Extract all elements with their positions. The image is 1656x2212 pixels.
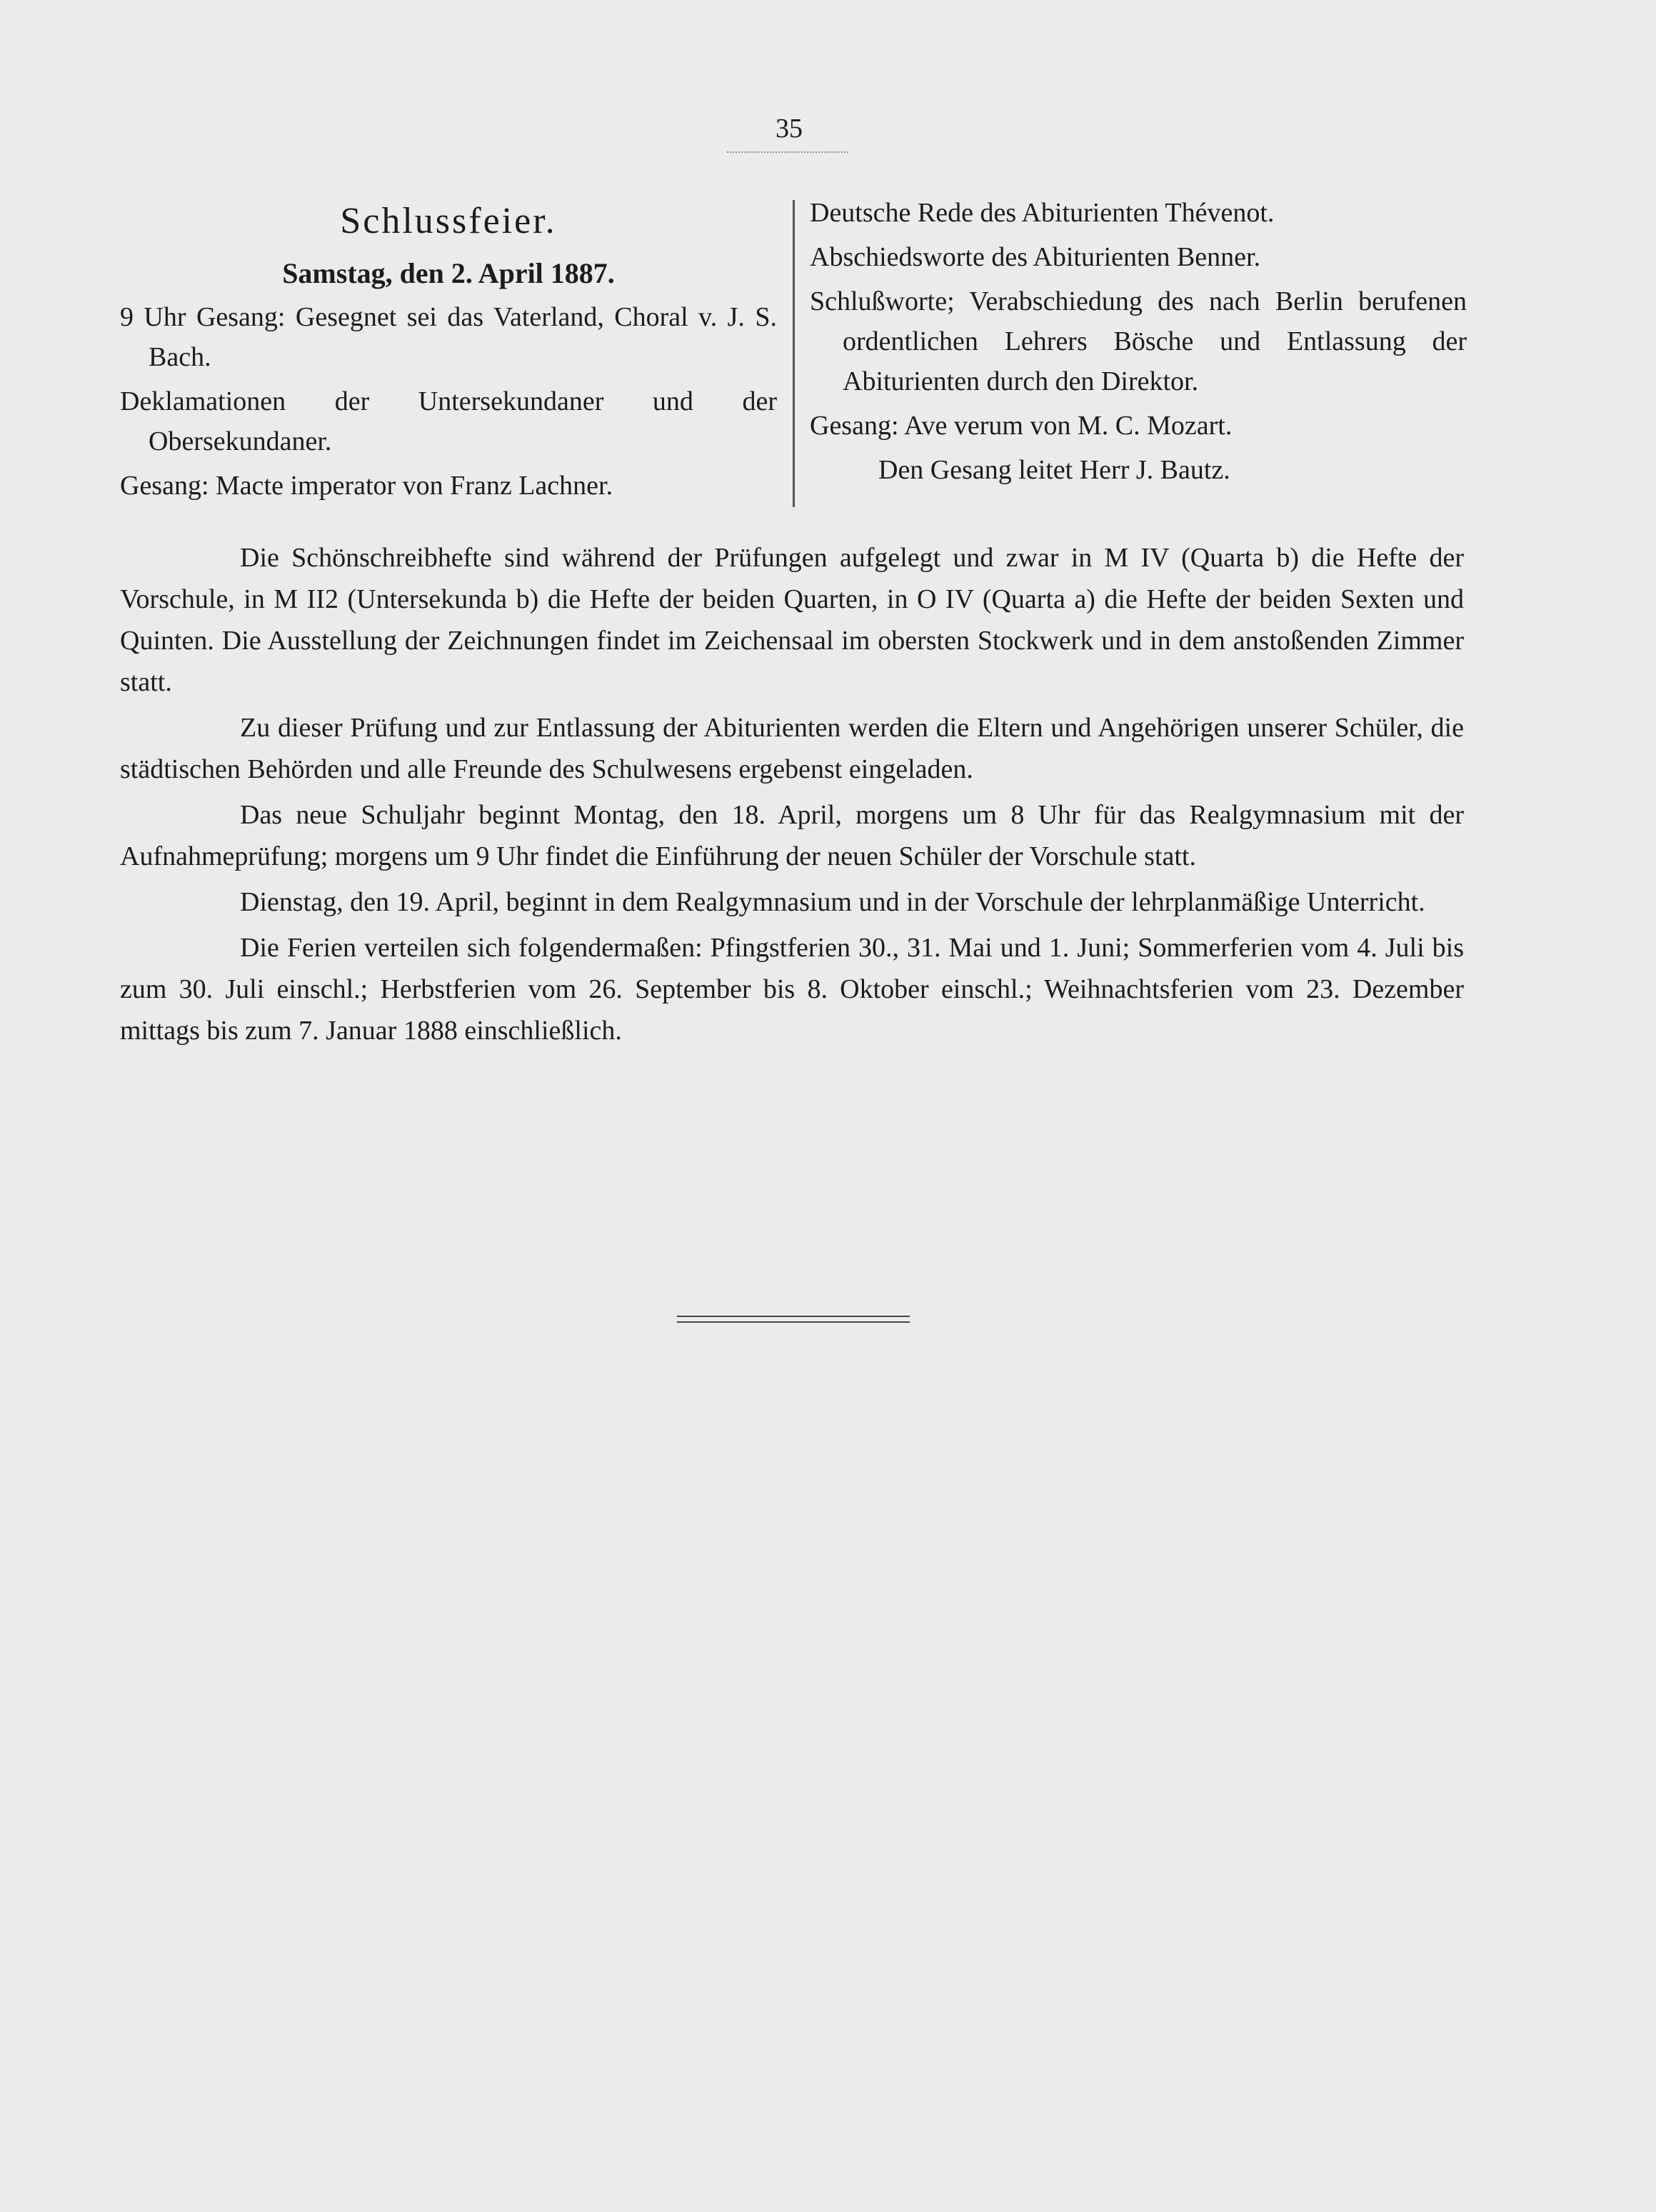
page-number: 35 <box>776 114 803 144</box>
ceremony-date: Samstag, den 2. April 1887. <box>282 257 615 289</box>
program-entry: Abschiedsworte des Abiturienten Benner. <box>810 242 1261 272</box>
announcement-paragraph: Die Schönschreibhefte sind während der Prüfungen aufgelegt und zwar in M IV (Quarta b) die Hefte der Vorschule, in M II2 (Untersekunda b) die Hefte der beiden Quarten, in O IV (Quarta a) die Hefte der beiden Sexten und Quinten. Die Ausstellung der Zeichnungen findet im Zeichensaal im obersten Stockwerk und in dem anstoßenden Zimmer statt. <box>120 543 1464 697</box>
announcement-paragraph: Das neue Schuljahr beginnt Montag, den 18. April, morgens um 8 Uhr für das Realgymnasium mit der Aufnahmeprüfung; morgens um 9 Uhr findet die Einführung der neuen Schüler der Vorschule statt. <box>120 800 1464 871</box>
program-entry: Schlußworte; Verabschiedung des nach Berlin berufenen ordentlichen Lehrers Bösche und Entlassung der Abiturienten durch den Direktor. <box>810 286 1467 396</box>
program-sub-entry: Den Gesang leitet Herr J. Bautz. <box>878 455 1230 485</box>
announcement-paragraph: Die Ferien verteilen sich folgendermaßen: Pfingstferien 30., 31. Mai und 1. Juni; Sommerferien vom 4. Juli bis zum 30. Juli einschl.; Herbstferien vom 26. September bis 8. Oktober einschl.; Weihnachtsferien vom 23. Dezember mittags bis zum 7. Januar 1888 einschließlich. <box>120 933 1464 1046</box>
program-entry: Gesang: Ave verum von M. C. Mozart. <box>810 411 1233 441</box>
announcements <box>120 537 1464 1056</box>
program-entry: 9 Uhr Gesang: Gesegnet sei das Vaterland, Choral v. J. S. Bach. <box>120 302 777 372</box>
announcement-paragraph: Zu dieser Prüfung und zur Entlassung der Abiturienten werden die Eltern und Angehörigen unserer Schüler, die städtischen Behörden und alle Freunde des Schulwesens ergebenst eingeladen. <box>120 713 1464 784</box>
section-heading: Schlussfeier. <box>340 201 557 241</box>
announcement-paragraph: Dienstag, den 19. April, beginnt in dem Realgymnasium und in der Vorschule der lehrplanmäßige Unterricht. <box>240 887 1425 917</box>
page-number-rule <box>727 151 848 153</box>
left-column <box>120 193 777 510</box>
right-column <box>810 193 1467 494</box>
end-rule <box>677 1316 910 1323</box>
program-entry: Deklamationen der Untersekundaner und der Obersekundaner. <box>120 386 777 456</box>
program-entry: Gesang: Macte imperator von Franz Lachner. <box>120 471 613 501</box>
program-entry: Deutsche Rede des Abiturienten Thévenot. <box>810 198 1275 228</box>
column-divider <box>793 200 795 507</box>
